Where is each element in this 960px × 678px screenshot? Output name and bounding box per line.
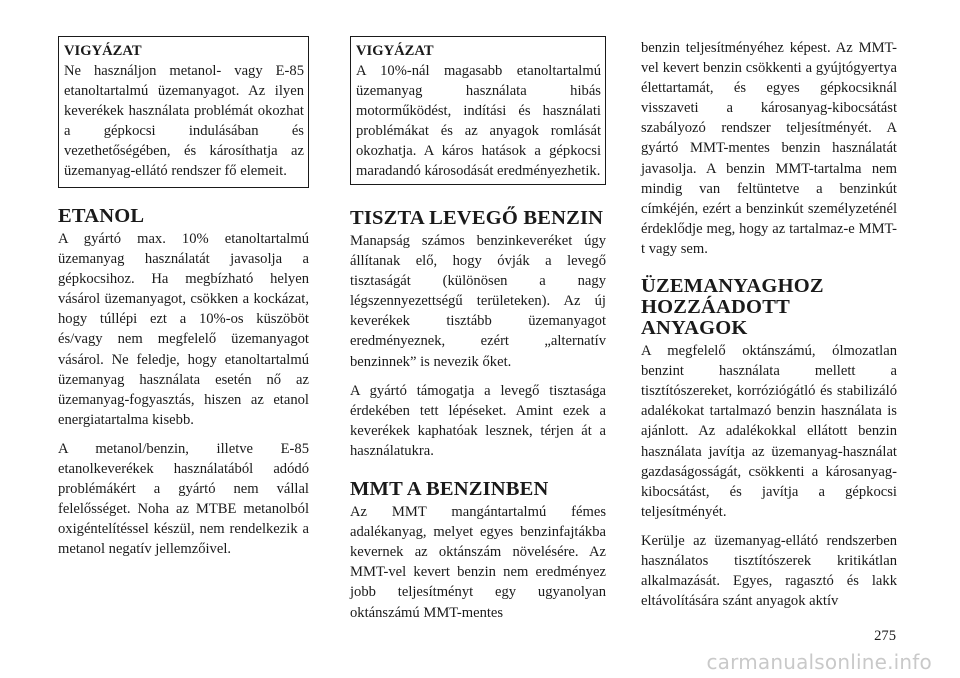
- paragraph: Kerülje az üzemanyag-ellátó rendszerben használatos tisztítószerek kritikátlan alkalmazását. Egyes, ragasztó és lakk eltávolítására szánt anyagok aktív: [641, 532, 897, 610]
- watermark: carmanualsonline.info: [706, 650, 932, 674]
- column-middle: [350, 36, 606, 632]
- section-heading-etanol: ETANOL: [58, 205, 145, 227]
- paragraph: A metanol/benzin, illetve E-85 etanolkeverékek használatából adódó problémákért a gyártó nem vállal felelősséget. Noha az MTBE metanolból oxigéntelítéssel készül, nem rendelkezik a metanol negatív jellemzőivel.: [58, 440, 309, 558]
- warning-text: A 10%-nál magasabb etanoltartalmú üzemanyag használata hibás motorműködést, indítási és használati problémákat és az anyagok romlását okozhatja. A káros hatások a gépkocsi maradandó károsodását eredményezhetik.: [356, 63, 601, 179]
- paragraph: A megfelelő oktánszámú, ólmozatlan benzint használata mellett a tisztítószereket, korróziógátló és stabilizáló adalékokat tartalmazó benzin használata is ajánlott. Az adalékokkal ellátott benzin használata javítja az üzemanyag-használat gazdaságosságát, csökkenti a károsanyag-kibocsátást, és javítja a gépkocsi teljesítményét.: [641, 343, 897, 520]
- warning-title: VIGYÁZAT: [64, 43, 142, 59]
- warning-box: [350, 36, 606, 185]
- warning-title: VIGYÁZAT: [356, 43, 434, 59]
- paragraph: A gyártó támogatja a levegő tisztasága érdekében tett lépéseket. Amint ezek a keverékek kaphatóak lesznek, térjen át a használatukra.: [350, 382, 606, 459]
- paragraph: benzin teljesítményéhez képest. Az MMT-vel kevert benzin csökkenti a gyújtógyertya élettartamát, és egyes gépkocsiknál visszaveti a károsanyag-kibocsátást szabályozó rendszer teljesítményét. A gyártó MMT-mentes benzin használatát javasolja. A benzin MMT-tartalma nem mindig van feltüntetve a benzinkút címkéjén, ezért a benzinkút személyzeténél érdeklődje meg, hogy az tartalmaz-e MMT-t vagy sem.: [641, 40, 897, 257]
- column-left: [58, 36, 309, 569]
- column-right: [641, 38, 897, 620]
- section-heading-fuel-additives: ÜZEMANYAGHOZ HOZZÁADOTT ANYAGOK: [641, 275, 824, 340]
- paragraph: Manapság számos benzinkeveréket úgy állítanak elő, hogy óvják a levegő tisztaságát (különösen a nagy légszennyezettségű területeken). Az új keverékek tisztább üzemanyagot eredményeznek, ezért „alternatív benzinnek” is nevezik őket.: [350, 233, 606, 370]
- warning-box: [58, 36, 309, 188]
- section-heading-clean-air-gasoline: TISZTA LEVEGŐ BENZIN: [350, 207, 604, 229]
- paragraph: A gyártó max. 10% etanoltartalmú üzemanyag használatát javasolja a gépkocsihoz. Ha megbízható helyen vásárol üzemanyagot, csökken a kockázat, hogy túllépi ezt a 10%-os küszöböt és/vagy nem megfelelő üzemanyagot vásárol. Ne feledje, hogy etanoltartalmú üzemanyag használata esetén nő az üzemanyag-fogyasztás, hiszen az etanol energiatartalma kisebb.: [58, 231, 309, 428]
- paragraph: Az MMT mangántartalmú fémes adalékanyag, melyet egyes benzinfajtákba kevernek az oktánszám növelésére. Az MMT-vel kevert benzin nem eredményez jobb teljesítményt egy ugyanolyan oktánszámú MMT-mentes: [350, 504, 606, 621]
- page-number: 275: [874, 628, 896, 644]
- warning-text: Ne használjon metanol- vagy E-85 etanoltartalmú üzemanyagot. Az ilyen keverékek használata problémát okozhat a gépkocsi indulásában és vezethetőségében, és károsíthatja az üzemanyag-ellátó rendszer fő elemeit.: [64, 63, 304, 179]
- section-heading-mmt: MMT A BENZINBEN: [350, 478, 549, 501]
